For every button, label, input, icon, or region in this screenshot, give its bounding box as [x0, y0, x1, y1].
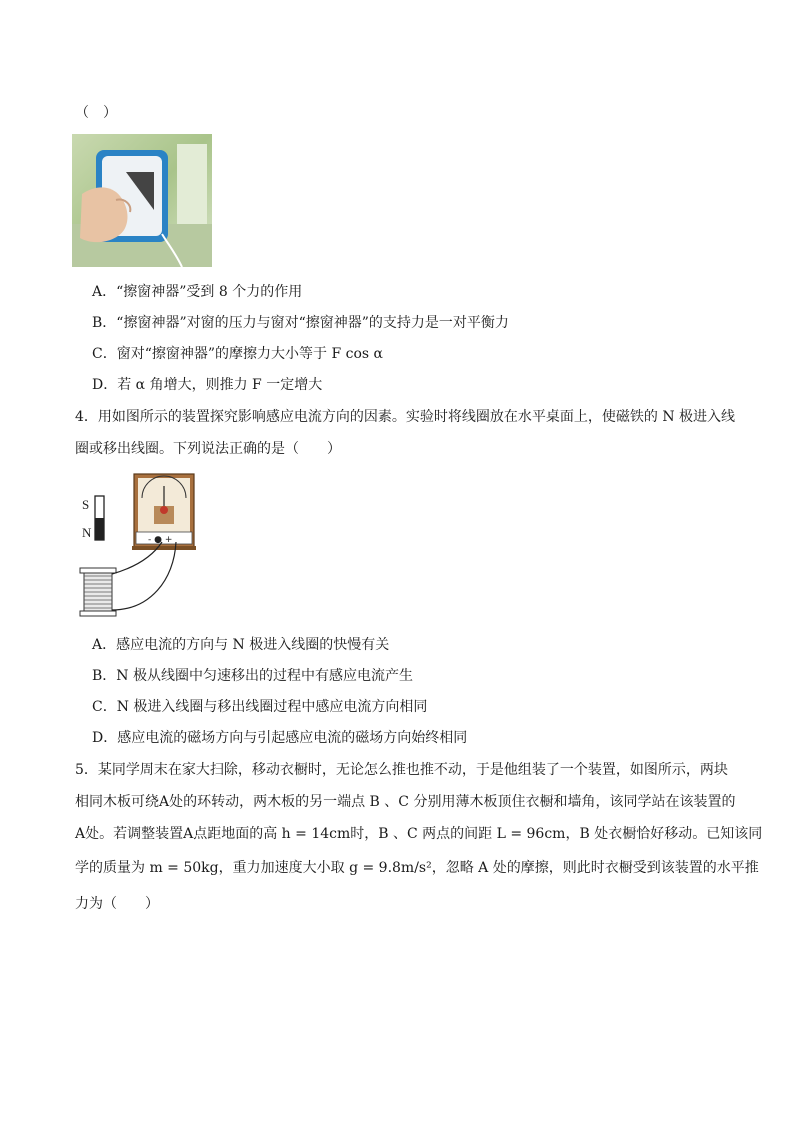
q4-stem-line1: 4．用如图所示的装置探究影响感应电流方向的因素。实验时将线圈放在水平桌面上，使磁铁的 N 极进入线 — [75, 409, 736, 425]
window-cleaner-photo — [72, 134, 212, 267]
q4-option-d: D．感应电流的磁场方向与引起感应电流的磁场方向始终相同 — [92, 730, 468, 746]
q5-line1: 5．某同学周末在家大扫除，移动衣橱时，无论怎么推也推不动，于是他组装了一个装置，如图所示，两块 — [75, 762, 728, 778]
q5-line3: A处。若调整装置A点距地面的高 h = 14cm时，B 、C 两点的间距 L = 96cm，B 处衣橱恰好移动。已知该同 — [75, 826, 763, 842]
q4-option-b: B．N 极从线圈中匀速移出的过程中有感应电流产生 — [92, 668, 413, 684]
q5-line4: 学的质量为 m = 50kg，重力加速度大小取 g = 9.8m/s²，忽略 A 处的摩擦，则此时衣橱受到该装置的水平推 — [75, 860, 759, 876]
q5-line5: 力为（ ） — [75, 896, 159, 912]
q4-option-c: C．N 极进入线圈与移出线圈过程中感应电流方向相同 — [92, 699, 428, 715]
q4-stem-line2: 圈或移出线圈。下列说法正确的是（ ） — [75, 441, 341, 457]
q3-option-d: D．若 α 角增大，则推力 F 一定增大 — [92, 377, 323, 393]
induction-apparatus-figure — [70, 470, 210, 620]
magnet-label-n: N — [82, 525, 92, 540]
q4-option-a: A．感应电流的方向与 N 极进入线圈的快慢有关 — [92, 637, 390, 653]
galvanometer-terminals: - ● + — [148, 535, 173, 545]
q5-line2: 相同木板可绕A处的环转动，两木板的另一端点 B 、C 分别用薄木板顶住衣橱和墙角，该同学站在该装置的 — [75, 794, 736, 810]
q3-option-b: B．“擦窗神器”对窗的压力与窗对“擦窗神器”的支持力是一对平衡力 — [92, 315, 509, 331]
magnet-label-s: S — [82, 497, 90, 512]
q3-answer-bracket: （ ） — [75, 105, 117, 121]
q3-option-c: C．窗对“擦窗神器”的摩擦力大小等于 F cos α — [92, 346, 383, 362]
q3-option-a: A．“擦窗神器”受到 8 个力的作用 — [92, 284, 303, 300]
